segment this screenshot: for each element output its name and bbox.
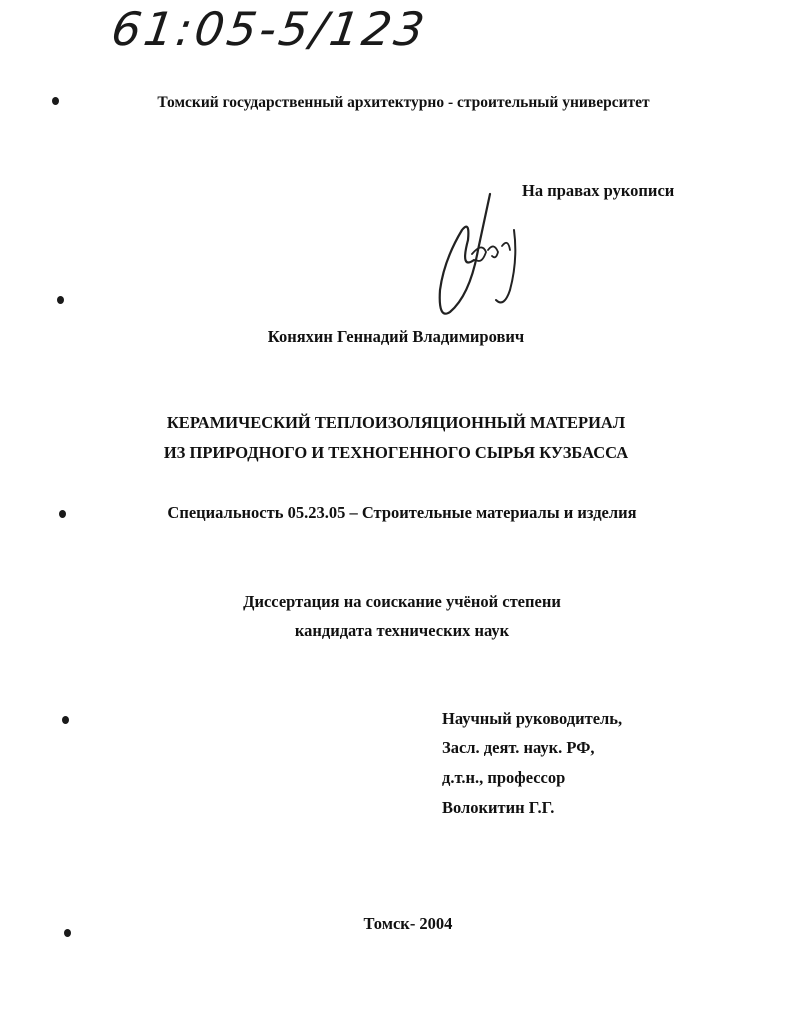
- advisor-line-2: Засл. деят. наук. РФ,: [442, 738, 595, 757]
- thesis-title-line-1: КЕРАМИЧЕСКИЙ ТЕПЛОИЗОЛЯЦИОННЫЙ МАТЕРИАЛ: [166, 413, 626, 432]
- dissertation-line-2: кандидата технических наук: [294, 621, 510, 640]
- thesis-title-line-2: ИЗ ПРИРОДНОГО И ТЕХНОГЕННОГО СЫРЬЯ КУЗБАССА: [163, 443, 629, 462]
- binding-hole: [62, 716, 69, 724]
- binding-hole: [64, 929, 71, 937]
- rights-note: На правах рукописи: [522, 181, 675, 200]
- author-name: Коняхин Геннадий Владимирович: [267, 327, 525, 346]
- binding-hole: [59, 510, 66, 518]
- binding-hole: [57, 296, 64, 304]
- university-name: Томский государственный архитектурно - строительный университет: [157, 94, 650, 111]
- specialty: Специальность 05.23.05 – Строительные материалы и изделия: [167, 503, 637, 522]
- advisor-line-1: Научный руководитель,: [442, 709, 623, 728]
- handwritten-archive-code: 61:05-5/123: [108, 2, 431, 56]
- advisor-name: Волокитин Г.Г.: [442, 798, 555, 817]
- author-signature: [430, 190, 530, 325]
- dissertation-line-1: Диссертация на соискание учёной степени: [243, 592, 561, 611]
- binding-hole: [52, 97, 59, 105]
- advisor-line-3: д.т.н., профессор: [442, 768, 566, 787]
- city-year: Томск- 2004: [363, 914, 453, 933]
